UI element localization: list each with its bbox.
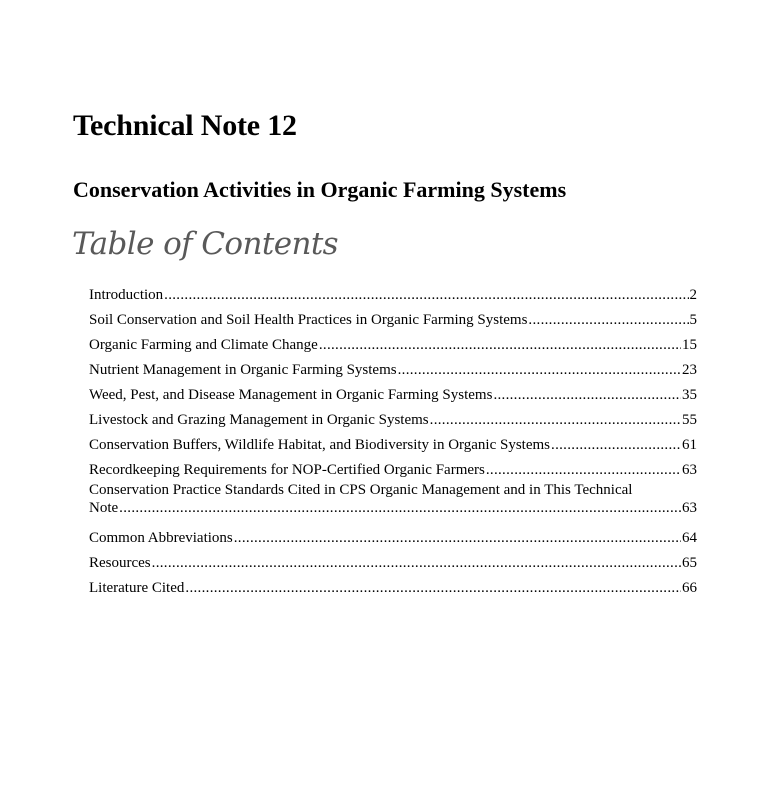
toc-entry-label: Conservation Buffers, Wildlife Habitat, and Biodiversity in Organic Systems	[89, 437, 551, 453]
toc-entry-nutrient-management[interactable]	[89, 354, 697, 379]
toc-entry-page: 63	[682, 462, 697, 478]
toc-entry-weed-pest-disease[interactable]	[89, 379, 697, 404]
toc-entry-recordkeeping[interactable]	[89, 454, 697, 479]
document-subtitle: Conservation Activities in Organic Farming Systems	[73, 177, 567, 202]
toc-entry-page: 2	[689, 287, 697, 303]
toc-entry-conservation-buffers[interactable]	[89, 429, 697, 454]
toc-entry-page: 61	[682, 437, 697, 453]
toc-entry-page: 5	[689, 312, 697, 328]
toc-entry-page: 64	[682, 530, 697, 546]
document-title: Technical Note 12	[73, 109, 297, 142]
toc-entry-practice-standards[interactable]	[89, 479, 697, 522]
toc-entry-label-line2: Note	[89, 500, 119, 516]
toc-entry-introduction[interactable]	[89, 279, 697, 304]
toc-entry-label-line1: Conservation Practice Standards Cited in CPS Organic Management and in This Technical	[89, 482, 633, 498]
toc-entry-climate-change[interactable]	[89, 329, 697, 354]
toc-heading: Table of Contents	[72, 226, 338, 262]
toc-entry-livestock-grazing[interactable]	[89, 404, 697, 429]
toc-entry-literature-cited[interactable]	[89, 572, 697, 597]
toc-entry-label: Livestock and Grazing Management in Organic Systems	[89, 412, 429, 428]
toc-entry-page: 63	[682, 500, 697, 516]
toc-entry-label: Soil Conservation and Soil Health Practices in Organic Farming Systems	[89, 312, 528, 328]
toc-dot-leader	[152, 554, 681, 572]
toc-entry-label-line2-row	[89, 499, 697, 517]
toc-entry-label: Recordkeeping Requirements for NOP-Certified Organic Farmers	[89, 462, 485, 478]
toc-entry-label: Organic Farming and Climate Change	[89, 337, 318, 353]
toc-dot-leader	[430, 411, 681, 429]
toc-entry-common-abbreviations[interactable]	[89, 522, 697, 547]
toc-dot-leader	[486, 461, 681, 479]
toc-entry-page: 66	[682, 580, 697, 596]
toc-entry-soil-conservation[interactable]	[89, 304, 697, 329]
toc-entry-resources[interactable]	[89, 547, 697, 572]
toc-dot-leader	[119, 499, 681, 517]
toc-entry-label: Literature Cited	[89, 580, 185, 596]
toc-dot-leader	[528, 311, 688, 329]
toc-dot-leader	[185, 579, 681, 597]
toc-entry-label: Introduction	[89, 287, 164, 303]
toc-entry-page: 35	[682, 387, 697, 403]
toc-dot-leader	[398, 361, 681, 379]
toc-dot-leader	[234, 529, 681, 547]
table-of-contents	[89, 279, 697, 597]
toc-entry-page: 55	[682, 412, 697, 428]
toc-dot-leader	[551, 436, 681, 454]
toc-entry-label: Nutrient Management in Organic Farming Systems	[89, 362, 397, 378]
toc-entry-page: 23	[682, 362, 697, 378]
toc-entry-label: Resources	[89, 555, 151, 571]
toc-dot-leader	[319, 336, 681, 354]
toc-entry-page: 15	[682, 337, 697, 353]
toc-entry-page: 65	[682, 555, 697, 571]
toc-dot-leader	[164, 286, 688, 304]
toc-entry-label: Common Abbreviations	[89, 530, 233, 546]
toc-dot-leader	[493, 386, 681, 404]
toc-entry-label: Weed, Pest, and Disease Management in Organic Farming Systems	[89, 387, 493, 403]
